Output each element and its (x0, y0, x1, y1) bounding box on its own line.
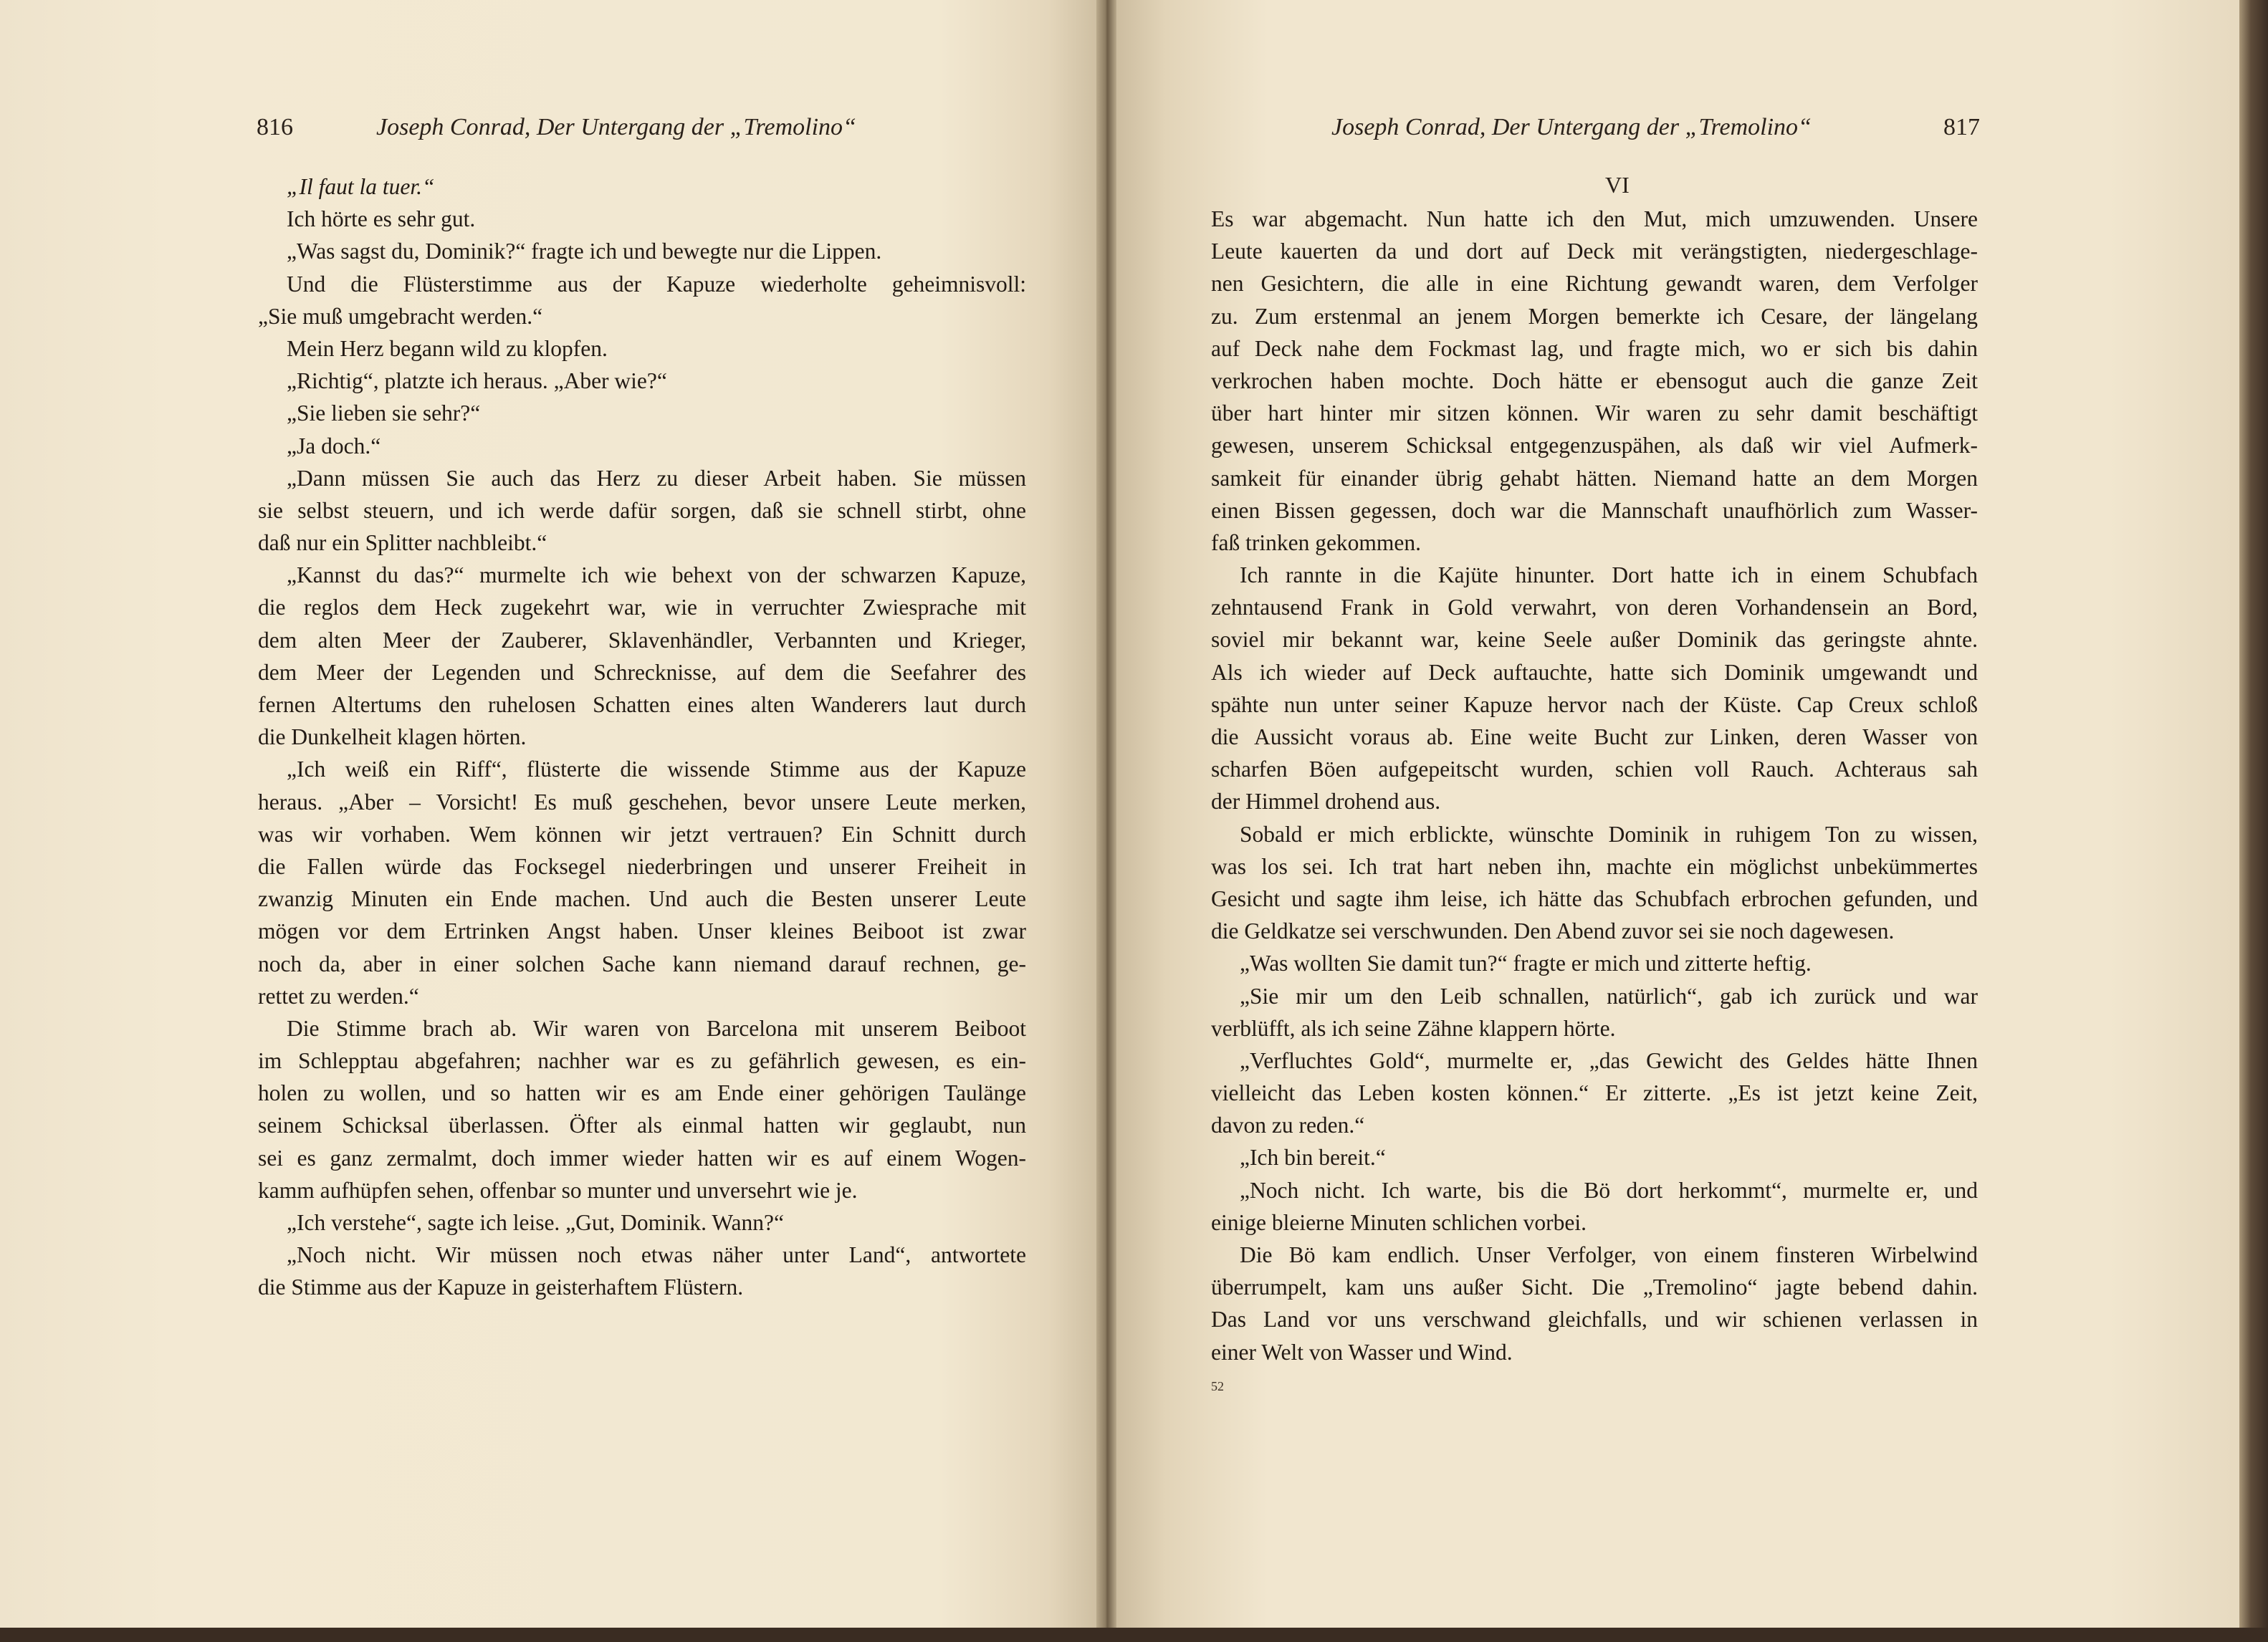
text-line: „Sie mir um den Leib schnallen, natürlich“, gab ich zurück und war (1240, 983, 1978, 1009)
text-line: Sobald er mich erblickte, wünschte Dominik in ruhigem Ton zu wissen, (1240, 821, 1978, 847)
text-line: die Stimme aus der Kapuze in geisterhaftem Flüstern. (258, 1274, 744, 1300)
text-line: davon zu reden.“ (1211, 1113, 1365, 1138)
text-line: „Verfluchtes Gold“, murmelte er, „das Gewicht des Geldes hätte Ihnen (1240, 1047, 1978, 1073)
text-line: „Sie lieben sie sehr?“ (287, 400, 481, 426)
book-edge (2239, 0, 2268, 1642)
text-line: verblüfft, als ich seine Zähne klappern hörte. (1211, 1015, 1616, 1041)
text-line: „Was wollten Sie damit tun?“ fragte er mich und zitterte heftig. (1240, 951, 1812, 976)
text-line: Leute kauerten da und dort auf Deck mit verängstigten, niedergeschlage- (1211, 239, 1978, 264)
right-page-number: 817 (1943, 114, 1980, 140)
text-line: soviel mir bekannt war, keine Seele außer Dominik das geringste ahnte. (1211, 627, 1978, 653)
text-line: im Schlepptau abgefahren; nachher war es zu gefährlich gewesen, es ein- (258, 1048, 1026, 1074)
text-line: „Ja doch.“ (287, 433, 381, 458)
book-gutter (1096, 0, 1116, 1642)
text-line: noch da, aber in einer solchen Sache kann niemand darauf rechnen, ge- (258, 951, 1026, 976)
text-line: einige bleierne Minuten schlichen vorbei. (1211, 1209, 1587, 1235)
text-line: seinem Schicksal überlassen. Öfter als einmal hatten wir geglaubt, nun (258, 1113, 1026, 1138)
text-line: Ich rannte in die Kajüte hinunter. Dort hatte ich in einem Schubfach (1240, 562, 1978, 588)
left-page-number: 816 (257, 114, 293, 140)
text-line: „Noch nicht. Wir müssen noch etwas näher unter Land“, antwortete (287, 1242, 1026, 1268)
text-line: mögen vor dem Ertrinken Angst haben. Unser kleines Beiboot ist zwar (258, 918, 1026, 944)
section-heading: VI (1605, 172, 1630, 198)
text-line: gewesen, unserem Schicksal entgegenzuspähen, als daß wir viel Aufmerk- (1211, 433, 1978, 458)
text-line: rettet zu werden.“ (258, 983, 419, 1009)
signature-mark: 52 (1211, 1379, 1224, 1393)
text-line: zwanzig Minuten ein Ende machen. Und auch die Besten unserer Leute (258, 886, 1026, 912)
text-line: zehntausend Frank in Gold verwahrt, von deren Vorhandensein an Bord, (1211, 595, 1978, 620)
text-line: was los sei. Ich trat hart neben ihn, machte ein möglichst unbekümmertes (1211, 853, 1978, 879)
text-line: auf Deck nahe dem Fockmast lag, und fragte mich, wo er sich bis dahin (1211, 335, 1978, 361)
text-line: dem alten Meer der Zauberer, Sklavenhändler, Verbannten und Krieger, (258, 627, 1026, 653)
text-line: spähte nun unter seiner Kapuze hervor nach der Küste. Cap Creux schloß (1211, 691, 1978, 717)
text-line: Es war abgemacht. Nun hatte ich den Mut, mich umzuwenden. Unsere (1211, 206, 1978, 231)
text-line: einer Welt von Wasser und Wind. (1211, 1339, 1513, 1365)
text-line: zu. Zum erstenmal an jenem Morgen bemerkte ich Cesare, der längelang (1211, 303, 1978, 329)
text-line: „Ich verstehe“, sagte ich leise. „Gut, Dominik. Wann?“ (287, 1210, 784, 1235)
text-line: sie selbst steuern, und ich werde dafür sorgen, daß sie schnell stirbt, ohne (258, 497, 1026, 523)
text-line: Ich hörte es sehr gut. (287, 206, 476, 232)
right-running-title: Joseph Conrad, Der Untergang der „Tremolino“ (1331, 114, 1812, 140)
text-line: der Himmel drohend aus. (1211, 789, 1441, 815)
text-line: „Ich bin bereit.“ (1240, 1145, 1386, 1171)
right-page-body (1211, 203, 1978, 1368)
text-line: die Fallen würde das Focksegel niederbringen und unserer Freiheit in (258, 853, 1026, 879)
text-line: Das Land vor uns verschwand gleichfalls, und wir schienen verlassen in (1211, 1307, 1978, 1333)
text-line: daß nur ein Splitter nachbleibt.“ (258, 530, 547, 556)
text-line: „Ich weiß ein Riff“, flüsterte die wissende Stimme aus der Kapuze (287, 757, 1026, 782)
text-line: „Was sagst du, Dominik?“ fragte ich und bewegte nur die Lippen. (287, 239, 882, 264)
text-line: kamm aufhüpfen sehen, offenbar so munter und unversehrt wie je. (258, 1177, 858, 1203)
text-line: einen Bissen gegessen, doch war die Mannschaft unaufhörlich zum Wasser- (1211, 497, 1978, 523)
text-line: überrumpelt, kam uns außer Sicht. Die „Tremolino“ jagte bebend dahin. (1211, 1274, 1978, 1300)
text-line: was wir vorhaben. Wem können wir jetzt vertrauen? Ein Schnitt durch (258, 821, 1026, 847)
text-line: „Richtig“, platzte ich heraus. „Aber wie?“ (287, 368, 667, 394)
text-line: Gesicht und sagte ihm leise, ich hätte das Schubfach erbrochen gefunden, und (1211, 885, 1978, 911)
text-line: scharfen Böen aufgepeitscht wurden, schien voll Rauch. Achteraus sah (1211, 757, 1978, 782)
text-line: verkrochen haben mochte. Doch hätte er ebensogut auch die ganze Zeit (1211, 368, 1978, 393)
text-line: nen Gesichtern, die alle in eine Richtung gewandt waren, dem Verfolger (1211, 271, 1978, 297)
background-strip (0, 1628, 2268, 1642)
text-line: „Sie muß umgebracht werden.“ (258, 303, 543, 329)
left-page-body (258, 171, 1026, 1304)
text-line: die Aussicht voraus ab. Eine weite Bucht zur Linken, deren Wasser von (1211, 724, 1978, 749)
text-line: fernen Altertums den ruhelosen Schatten eines alten Wanderers laut durch (258, 692, 1026, 717)
text-line: faß trinken gekommen. (1211, 529, 1422, 555)
text-line: holen zu wollen, und so hatten wir es am Ende einer gehörigen Taulänge (258, 1080, 1026, 1106)
text-line: „Noch nicht. Ich warte, bis die Bö dort herkommt“, murmelte er, und (1240, 1177, 1978, 1203)
left-running-title: Joseph Conrad, Der Untergang der „Tremolino“ (376, 114, 856, 140)
text-line: über hart hinter mir sitzen können. Wir waren zu sehr damit beschäftigt (1211, 400, 1978, 426)
text-line: die Dunkelheit klagen hörten. (258, 724, 527, 750)
text-line: die reglos dem Heck zugekehrt war, wie in verruchter Zwiesprache mit (258, 595, 1026, 620)
text-line: Als ich wieder auf Deck auftauchte, hatte sich Dominik umgewandt und (1211, 659, 1978, 685)
text-line: Und die Flüsterstimme aus der Kapuze wiederholte geheimnisvoll: (287, 271, 1026, 297)
text-line: Die Stimme brach ab. Wir waren von Barcelona mit unserem Beiboot (287, 1015, 1026, 1041)
text-line: sei es ganz zermalmt, doch immer wieder hatten wir es auf einem Wogen- (258, 1145, 1026, 1171)
text-line: „Il faut la tuer.“ (287, 174, 435, 199)
text-line: dem Meer der Legenden und Schrecknisse, auf dem die Seefahrer des (258, 659, 1026, 685)
text-line: samkeit für einander übrig gehabt hätten. Niemand hatte an dem Morgen (1211, 465, 1978, 491)
text-line: vielleicht das Leben kosten können.“ Er zitterte. „Es ist jetzt keine Zeit, (1211, 1080, 1978, 1106)
text-line: „Kannst du das?“ murmelte ich wie behext von der schwarzen Kapuze, (287, 562, 1026, 588)
text-line: die Geldkatze sei verschwunden. Den Abend zuvor sei sie noch dagewesen. (1211, 918, 1895, 944)
text-line: heraus. „Aber – Vorsicht! Es muß geschehen, bevor unsere Leute merken, (258, 789, 1026, 815)
text-line: „Dann müssen Sie auch das Herz zu dieser Arbeit haben. Sie müssen (287, 465, 1026, 491)
text-line: Mein Herz begann wild zu klopfen. (287, 335, 608, 361)
text-line: Die Bö kam endlich. Unser Verfolger, von einem finsteren Wirbelwind (1240, 1242, 1978, 1267)
